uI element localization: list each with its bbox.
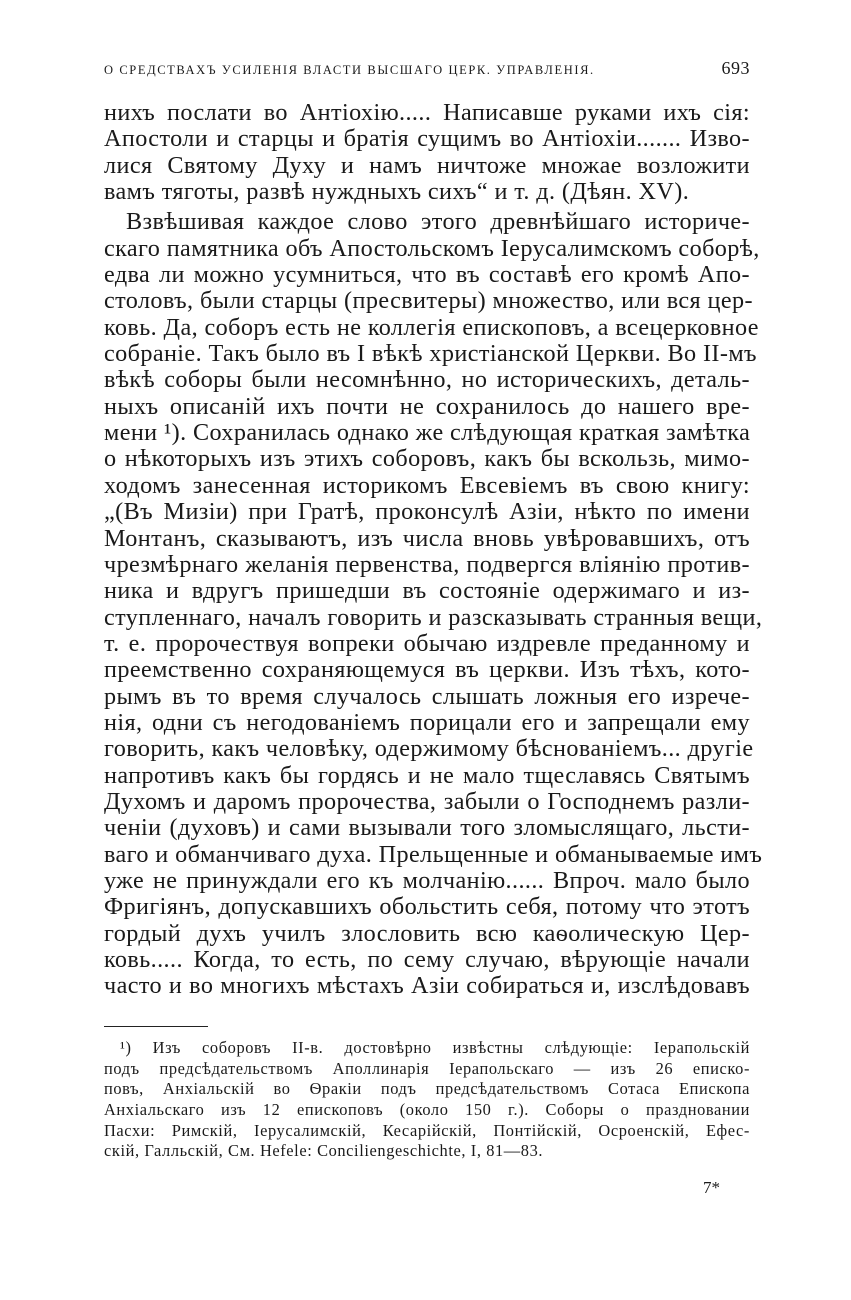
footnote-line: подъ предсѣдательствомъ Аполлинарія Іерапольскаго — изъ 26 еписко- [104,1058,750,1078]
running-head [104,58,750,79]
text-line: вѣкѣ соборы были несомнѣнно, но историческихъ, деталь- [104,366,750,394]
footnote-line: повъ, Анхіальскій во Ѳракіи подъ предсѣдательствомъ Сотаса Епископа [104,1079,750,1099]
text-line: нія, одни съ негодованіемъ порицали его и запрещали ему [104,708,750,736]
footnote-line: ¹) Изъ соборовъ II-в. достовѣрно извѣстны слѣдующіе: Іерапольскій [120,1038,750,1057]
text-line: собраніе. Такъ было въ I вѣкѣ христіанской Церкви. Во II-мъ [104,340,757,368]
text-line: чрезмѣрнаго желанія первенства, подвергся вліянію против- [104,550,750,578]
text-line: ковь. Да, соборъ есть не коллегія епископовъ, а всецерковное [104,313,759,341]
text-line: ходомъ занесенная историкомъ Евсевіемъ въ свою книгу: [104,471,750,499]
text-line: преемственно сохраняющемуся въ церкви. Изъ тѣхъ, кото- [104,656,750,684]
text-line: едва ли можно усумниться, что въ составѣ его кромѣ Апо- [104,261,750,289]
text-line: рымъ въ то время случалось слышать ложныя его изрече- [104,682,750,710]
text-line: уже не принуждали его къ молчанію...... Впроч. мало было [104,866,750,894]
text-line: Фригіянъ, допускавшихъ обольстить себя, потому что этотъ [104,893,750,921]
footnote-line: Пасхи: Римскій, Іерусалимскій, Кесарійскій, Понтійскій, Осроенскій, Ефес- [104,1120,750,1140]
footnote-line: Анхіальскаго изъ 12 епископовъ (около 150 г.). Соборы о праздновании [104,1100,750,1120]
text-line: Духомъ и даромъ пророчества, забыли о Господнемъ разли- [104,787,750,815]
text-line: столовъ, были старцы (пресвитеры) множество, или вся цер- [104,287,753,315]
body-text [104,99,763,1000]
text-line: Взвѣшивая каждое слово этого древнѣйшаго историче- [126,208,750,236]
text-line: ныхъ описаній ихъ почти не сохранилось до нашего вре- [104,392,750,420]
text-line: о нѣкоторыхъ изъ этихъ соборовъ, какъ бы вскользь, мимо- [104,445,750,473]
text-line: гордый духъ училъ злословить всю каѳолическую Цер- [104,919,750,947]
text-line: ступленнаго, началъ говорить и разсказывать странныя вещи, [104,603,763,631]
text-line: „(Въ Мизіи) при Гратѣ, проконсулѣ Азіи, нѣкто по имени [104,498,750,526]
text-line: ника и вдругъ пришедши въ состояніе одержимаго и из- [104,577,750,605]
text-line: нихъ послати во Антіохію..... Написавше руками ихъ сія: [104,99,750,126]
text-line: часто и во многихъ мѣстахъ Азіи собираться и, изслѣдовавъ [104,972,750,1000]
footnote-line: скій, Галльскій, См. Hefele: Conciliengeschichte, I, 81—83. [104,1141,544,1161]
text-line: ченіи (духовъ) и сами вызывали того зломыслящаго, льсти- [104,814,750,842]
text-line: говорить, какъ человѣку, одержимому бѣснованіемъ... другіе [104,735,754,763]
footnote-divider [104,1026,208,1027]
signature-mark: 7* [703,1178,720,1197]
running-title: О СРЕДСТВАХЪ УСИЛЕНІЯ ВЛАСТИ ВЫСШАГО ЦЕРК. УПРАВЛЕНІЯ. [104,63,595,77]
text-line: скаго памятника объ Апостольскомъ Іерусалимскомъ соборѣ, [104,234,760,262]
text-line: Монтанъ, сказываютъ, изъ числа вновь увѣровавшихъ, отъ [104,524,750,552]
text-line: вамъ тяготы, развѣ нуждныхъ сихъ“ и т. д. (Дѣян. XV). [104,178,690,206]
page-number: 693 [721,58,750,78]
text-line: ковь..... Когда, то есть, по сему случаю, вѣрующіе начали [104,946,750,973]
text-line: лися Святому Духу и намъ ничтоже множае возложити [104,151,750,179]
text-line: мени ¹). Сохранилась однако же слѣдующая краткая замѣтка [104,419,751,447]
text-line: Апостоли и старцы и братія сущимъ во Антіохіи....... Изво- [104,125,750,153]
text-line: т. е. пророчествуя вопреки обычаю издревле преданному и [104,629,750,657]
text-line: напротивъ какъ бы гордясь и не мало тщеславясь Святымъ [104,761,750,789]
text-line: ваго и обманчиваго духа. Прельщенные и обманываемые имъ [104,840,763,868]
footnotes [104,1038,750,1162]
